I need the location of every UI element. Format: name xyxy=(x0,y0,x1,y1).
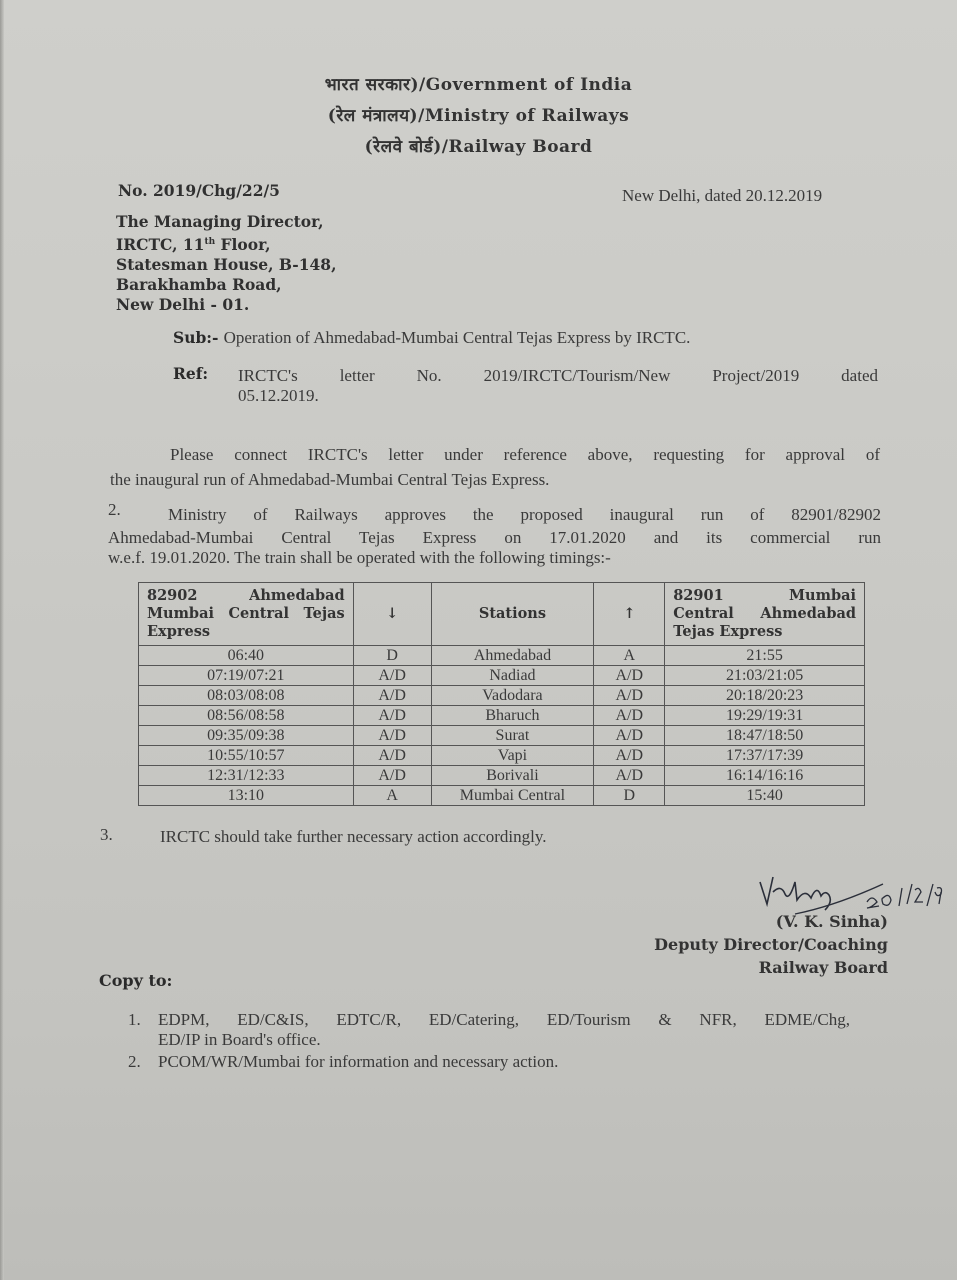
addressee-text: Floor, xyxy=(215,235,271,255)
timetable-cell-up-ad: A xyxy=(594,646,665,666)
timetable-cell-down-time: 12:31/12:33 xyxy=(139,766,354,786)
timetable-cell-down-time: 08:56/08:58 xyxy=(139,706,354,726)
timetable-cell-up-ad: A/D xyxy=(594,766,665,786)
signatory-office: Railway Board xyxy=(758,958,888,977)
reference-number: No. 2019/Chg/22/5 xyxy=(118,181,280,200)
timetable xyxy=(138,582,865,806)
timetable-cell-down-ad: A/D xyxy=(353,706,431,726)
timetable-cell-down-ad: A/D xyxy=(353,746,431,766)
copy-to-item-number: 1. xyxy=(128,1010,141,1029)
copy-to-item-number: 2. xyxy=(128,1052,141,1071)
copy-to-item xyxy=(128,1052,858,1072)
timetable-row xyxy=(139,726,865,746)
copy-to-item xyxy=(128,1010,858,1050)
timetable-row xyxy=(139,646,865,666)
para2-line3: w.e.f. 19.01.2020. The train shall be operated with the following timings:- xyxy=(108,548,611,567)
timetable-cell-up-time: 19:29/19:31 xyxy=(665,706,865,726)
timetable-cell-station: Vapi xyxy=(431,746,594,766)
timetable-cell-down-ad: A xyxy=(353,786,431,806)
handwritten-signature xyxy=(755,862,950,917)
superscript: th xyxy=(204,237,216,247)
header-up-train: 82901 Mumbai Central Ahmedabad Tejas Express xyxy=(665,583,865,646)
signatory-designation: Deputy Director/Coaching xyxy=(654,935,888,954)
reference-line1: IRCTC's letter No. 2019/IRCTC/Tourism/New Project/2019 dated xyxy=(238,366,878,385)
page-edge-shadow xyxy=(0,0,4,1280)
timetable-cell-up-time: 21:03/21:05 xyxy=(665,666,865,686)
addressee-line: The Managing Director, xyxy=(116,212,324,231)
timetable-cell-up-time: 16:14/16:16 xyxy=(665,766,865,786)
copy-to-label: Copy to: xyxy=(99,971,173,990)
timetable-cell-down-ad: A/D xyxy=(353,666,431,686)
timetable-cell-down-time: 08:03/08:08 xyxy=(139,686,354,706)
addressee-line: New Delhi - 01. xyxy=(116,295,250,315)
copy-to-list xyxy=(128,1010,858,1072)
place-date: New Delhi, dated 20.12.2019 xyxy=(622,186,823,205)
timetable-cell-station: Bharuch xyxy=(431,706,594,726)
reference-line2: 05.12.2019. xyxy=(238,386,319,405)
addressee-line: Statesman House, B-148, xyxy=(116,255,337,275)
timetable-cell-station: Surat xyxy=(431,726,594,746)
timetable-cell-down-ad: A/D xyxy=(353,686,431,706)
timetable-header-row xyxy=(139,583,865,646)
reference-label: Ref: xyxy=(173,364,209,383)
timetable-row xyxy=(139,706,865,726)
timetable-cell-down-time: 09:35/09:38 xyxy=(139,726,354,746)
timetable-cell-down-time: 10:55/10:57 xyxy=(139,746,354,766)
timetable-row xyxy=(139,786,865,806)
timetable-cell-up-time: 21:55 xyxy=(665,646,865,666)
copy-to-item-line: ED/IP in Board's office. xyxy=(158,1030,321,1049)
signature-block xyxy=(654,910,888,979)
timetable-cell-station: Nadiad xyxy=(431,666,594,686)
timetable-cell-down-ad: A/D xyxy=(353,766,431,786)
subject-label: Sub:- xyxy=(173,328,219,347)
timetable-cell-down-ad: A/D xyxy=(353,726,431,746)
subject-text: Operation of Ahmedabad-Mumbai Central Tejas Express by IRCTC. xyxy=(223,328,691,347)
addressee-line: Barakhamba Road, xyxy=(116,275,282,295)
timetable-cell-station: Vadodara xyxy=(431,686,594,706)
para2-number: 2. xyxy=(108,500,121,519)
para1-line1: Please connect IRCTC's letter under reference above, requesting for approval of xyxy=(170,445,880,464)
subject-line xyxy=(173,328,690,348)
timetable-cell-up-ad: A/D xyxy=(594,686,665,706)
timetable-row xyxy=(139,746,865,766)
para1-line2: the inaugural run of Ahmedabad-Mumbai Central Tejas Express. xyxy=(110,470,550,489)
timetable-row xyxy=(139,666,865,686)
letterhead-government: भारत सरकार)/Government of India xyxy=(324,75,633,95)
down-arrow-icon: ↓ xyxy=(353,583,431,646)
header-down-train: 82902 Ahmedabad Mumbai Central Tejas Express xyxy=(139,583,354,646)
timetable-cell-down-time: 07:19/07:21 xyxy=(139,666,354,686)
copy-to-item-line: PCOM/WR/Mumbai for information and necessary action. xyxy=(158,1052,559,1071)
timetable-cell-station: Mumbai Central xyxy=(431,786,594,806)
timetable-row xyxy=(139,686,865,706)
timetable-cell-up-time: 18:47/18:50 xyxy=(665,726,865,746)
timetable-cell-station: Ahmedabad xyxy=(431,646,594,666)
addressee-block xyxy=(116,212,336,315)
timetable-cell-up-ad: A/D xyxy=(594,726,665,746)
timetable-cell-up-ad: A/D xyxy=(594,666,665,686)
header-stations: Stations xyxy=(431,583,594,646)
timetable-cell-down-time: 13:10 xyxy=(139,786,354,806)
signatory-name: (V. K. Sinha) xyxy=(775,912,888,931)
timetable-cell-up-time: 20:18/20:23 xyxy=(665,686,865,706)
letterhead-board: (रेलवे बोर्ड)/Railway Board xyxy=(364,137,593,157)
timetable-cell-up-ad: D xyxy=(594,786,665,806)
timetable-cell-up-ad: A/D xyxy=(594,746,665,766)
para3-number: 3. xyxy=(100,825,113,844)
copy-to-item-line: EDPM, ED/C&IS, EDTC/R, ED/Catering, ED/Tourism & NFR, EDME/Chg, xyxy=(158,1010,850,1029)
timetable-cell-up-time: 15:40 xyxy=(665,786,865,806)
timetable-cell-up-ad: A/D xyxy=(594,706,665,726)
para3-text: IRCTC should take further necessary action accordingly. xyxy=(160,827,547,846)
timetable-cell-down-time: 06:40 xyxy=(139,646,354,666)
para2-line1: Ministry of Railways approves the proposed inaugural run of 82901/82902 xyxy=(168,505,881,524)
addressee-line xyxy=(116,232,336,255)
addressee-text: IRCTC, 11 xyxy=(116,235,205,255)
timetable-row xyxy=(139,766,865,786)
letterhead-ministry: (रेल मंत्रालय)/Ministry of Railways xyxy=(327,106,630,126)
para2-line2: Ahmedabad-Mumbai Central Tejas Express on 17.01.2020 and its commercial run xyxy=(108,528,881,547)
timetable-cell-station: Borivali xyxy=(431,766,594,786)
up-arrow-icon: ↑ xyxy=(594,583,665,646)
timetable-cell-up-time: 17:37/17:39 xyxy=(665,746,865,766)
timetable-cell-down-ad: D xyxy=(353,646,431,666)
